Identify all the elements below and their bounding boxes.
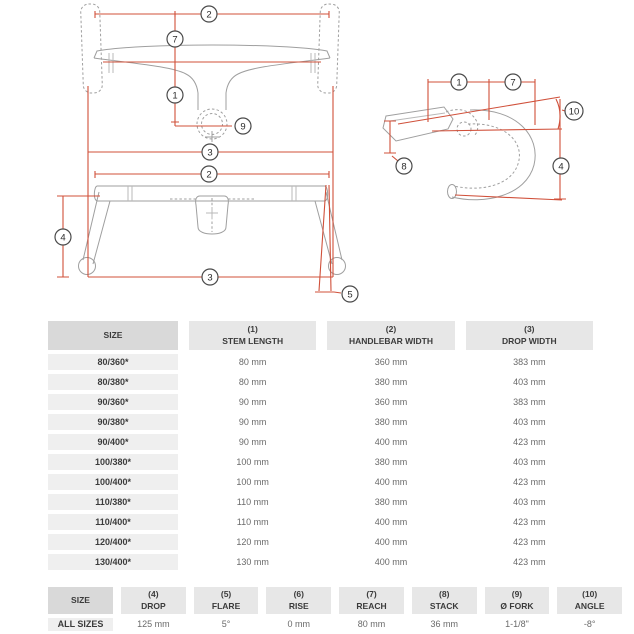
size-cell: 130/400* [48, 554, 178, 570]
front-view-dimension-lines [57, 171, 341, 293]
stem-length-cell: 80 mm [189, 354, 316, 370]
size-cell: 100/400* [48, 474, 178, 490]
column-header-handlebar-width: (2) HANDLEBAR WIDTH [327, 321, 454, 350]
table-row [48, 454, 593, 470]
svg-text:9: 9 [240, 121, 246, 133]
svg-text:8: 8 [401, 161, 407, 173]
svg-text:3: 3 [207, 147, 213, 159]
svg-text:2: 2 [206, 9, 212, 21]
size-cell: 110/380* [48, 494, 178, 510]
table-row [48, 374, 593, 390]
drop-width-cell: 403 mm [466, 494, 593, 510]
size-cell: 110/400* [48, 514, 178, 530]
table-row [48, 514, 593, 530]
callout-1-stem-length-side [451, 74, 467, 90]
stack-cell: 36 mm [412, 618, 477, 631]
drop-cell: 125 mm [121, 618, 186, 631]
drop-width-cell: 423 mm [466, 474, 593, 490]
size-cell: 90/360* [48, 394, 178, 410]
table-row [48, 394, 593, 410]
svg-text:7: 7 [510, 77, 516, 89]
handlebar-width-cell: 400 mm [327, 554, 454, 570]
handlebar-side-view-drawing [383, 107, 535, 200]
spec-table-header-row [48, 321, 593, 350]
handlebar-top-view-drawing [80, 4, 339, 142]
drop-width-cell: 423 mm [466, 434, 593, 450]
table-row [48, 354, 593, 370]
size-cell: 100/380* [48, 454, 178, 470]
callout-1-stem-length-top [167, 87, 183, 103]
svg-text:3: 3 [207, 272, 213, 284]
table-row [48, 494, 593, 510]
svg-text:1: 1 [172, 90, 178, 102]
handlebar-width-cell: 400 mm [327, 534, 454, 550]
column-header-size: SIZE [48, 321, 178, 350]
table-row [48, 618, 622, 631]
svg-text:1: 1 [456, 77, 462, 89]
svg-text:4: 4 [60, 232, 66, 244]
size-cell: 90/380* [48, 414, 178, 430]
drop-width-cell: 423 mm [466, 554, 593, 570]
stem-length-cell: 130 mm [189, 554, 316, 570]
geometry-table-header-row [48, 587, 622, 614]
fork-diameter-cell: 1-1/8" [485, 618, 550, 631]
angle-cell: -8° [557, 618, 622, 631]
callout-4-drop-side [553, 158, 569, 174]
column-header-stem-length: (1) STEM LENGTH [189, 321, 316, 350]
callout-5-flare [342, 286, 358, 302]
handlebar-front-view-drawing [79, 186, 346, 275]
handlebar-width-cell: 380 mm [327, 374, 454, 390]
drop-width-cell: 423 mm [466, 534, 593, 550]
table-row [48, 434, 593, 450]
reach-cell: 80 mm [339, 618, 404, 631]
stem-length-cell: 90 mm [189, 394, 316, 410]
column-header-angle: (10) ANGLE [557, 587, 622, 614]
size-spec-table [48, 321, 593, 574]
handlebar-width-cell: 360 mm [327, 394, 454, 410]
column-header-rise: (6) RISE [266, 587, 331, 614]
drop-width-cell: 403 mm [466, 414, 593, 430]
svg-text:10: 10 [568, 106, 580, 118]
stem-length-cell: 110 mm [189, 514, 316, 530]
side-view-dimension-lines [384, 79, 566, 200]
callout-7-reach-side [505, 74, 521, 90]
handlebar-width-cell: 400 mm [327, 474, 454, 490]
table-row [48, 534, 593, 550]
table-row [48, 474, 593, 490]
handlebar-width-cell: 400 mm [327, 434, 454, 450]
drop-width-cell: 383 mm [466, 354, 593, 370]
callout-10-angle [565, 102, 583, 120]
svg-text:7: 7 [172, 34, 178, 46]
column-header-fork-diameter: (9) Ø FORK [485, 587, 550, 614]
callout-7-reach-top [167, 31, 183, 47]
stem-length-cell: 120 mm [189, 534, 316, 550]
geometry-table [48, 587, 622, 631]
stem-length-cell: 90 mm [189, 414, 316, 430]
rise-cell: 0 mm [266, 618, 331, 631]
stem-length-cell: 100 mm [189, 474, 316, 490]
drop-width-cell: 403 mm [466, 374, 593, 390]
column-header-reach: (7) REACH [339, 587, 404, 614]
svg-text:4: 4 [558, 161, 564, 173]
stem-length-cell: 100 mm [189, 454, 316, 470]
size-cell: 90/400* [48, 434, 178, 450]
stem-length-cell: 110 mm [189, 494, 316, 510]
column-header-size: SIZE [48, 587, 113, 614]
column-header-stack: (8) STACK [412, 587, 477, 614]
handlebar-width-cell: 400 mm [327, 514, 454, 530]
table-row [48, 554, 593, 570]
callout-9-fork-diameter [235, 118, 251, 134]
handlebar-width-cell: 380 mm [327, 414, 454, 430]
table-row [48, 414, 593, 430]
callout-8-stack [396, 158, 412, 174]
stem-length-cell: 80 mm [189, 374, 316, 390]
callout-2-top-width [201, 6, 217, 22]
column-header-flare: (5) FLARE [194, 587, 259, 614]
handlebar-width-cell: 380 mm [327, 494, 454, 510]
handlebar-width-cell: 380 mm [327, 454, 454, 470]
flare-cell: 5° [194, 618, 259, 631]
column-header-drop: (4) DROP [121, 587, 186, 614]
size-cell: 80/380* [48, 374, 178, 390]
callout-2-handlebar-width-front [201, 166, 217, 182]
size-cell: 120/400* [48, 534, 178, 550]
stem-length-cell: 90 mm [189, 434, 316, 450]
size-cell: 80/360* [48, 354, 178, 370]
drop-width-cell: 423 mm [466, 514, 593, 530]
callout-4-drop-front [55, 229, 71, 245]
column-header-drop-width: (3) DROP WIDTH [466, 321, 593, 350]
drop-width-cell: 403 mm [466, 454, 593, 470]
svg-text:2: 2 [206, 169, 212, 181]
callout-3-drop-width-front [202, 269, 218, 285]
svg-text:5: 5 [347, 289, 353, 301]
handlebar-width-cell: 360 mm [327, 354, 454, 370]
handlebar-dimension-diagram [0, 0, 634, 316]
size-cell: ALL SIZES [48, 618, 113, 631]
callout-3-drop-width-top [202, 144, 218, 160]
drop-width-cell: 383 mm [466, 394, 593, 410]
